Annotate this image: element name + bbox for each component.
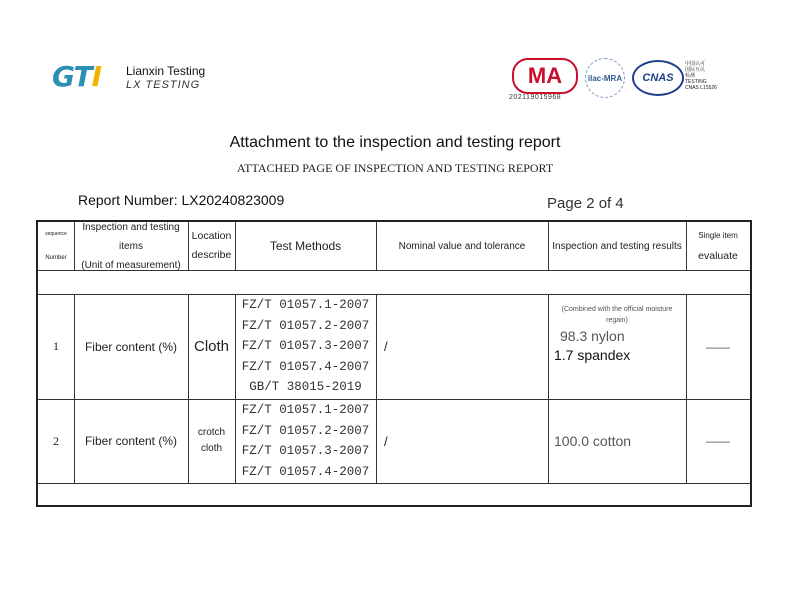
results-table [36,220,752,507]
header-nominal: Nominal value and tolerance [398,240,526,252]
page-indicator: Page 2 of 4 [547,195,624,212]
row-1-evaluate: —— [706,339,730,354]
document-subtitle: ATTACHED PAGE OF INSPECTION AND TESTING REPORT [236,161,554,175]
report-number: Report Number: LX20240823009 [78,192,285,208]
cnas-accreditation-text: 中国认可 国际互认 检测 TESTING CNAS L15526 [685,61,717,91]
method-line: FZ/T 01057.3-2007 [241,444,370,458]
row-2-methods [235,399,376,483]
document-title: Attachment to the inspection and testing report [229,134,561,151]
ilac-mra-seal: ilac-MRA [585,58,625,98]
method-line: FZ/T 01057.4-2007 [241,464,370,479]
method-line: FZ/T 01057.1-2007 [241,298,370,313]
row-2-evaluate: —— [706,434,730,448]
method-line: FZ/T 01057.2-2007 [241,423,370,438]
row-2-nominal: / [384,433,388,449]
cnas-seal: CNAS [632,60,684,96]
company-name: Lianxin Testing [126,64,206,78]
row-1-item: Fiber content (%) [84,339,178,354]
row-1-methods [235,294,376,399]
row-2-sequence: 2 [53,433,59,448]
cma-seal: MA [512,58,578,94]
header-evaluate: Single item evaluate [698,231,738,262]
method-line: FZ/T 01057.3-2007 [241,339,370,354]
company-subname: LX TESTING [126,79,201,91]
method-line: FZ/T 01057.1-2007 [241,403,370,417]
method-line: GB/T 38015-2019 [249,380,362,395]
row-2-results: 100.0 cotton [554,433,632,449]
row-1-results: (Combined with the official moisture regain) 98.3 nylon 1.7 spandex [554,306,673,363]
row-1-sequence: 1 [53,339,59,353]
cma-number: 202119015968 [509,94,562,101]
row-2-location: crotch cloth [197,427,226,454]
method-line: FZ/T 01057.2-2007 [241,318,370,333]
header-sequence: sequence Number [45,231,67,261]
header-test-methods: Test Methods [269,239,342,253]
row-1-nominal: / [384,339,388,354]
row-2-item: Fiber content (%) [84,434,178,448]
header-location: Location describe [191,230,232,261]
company-logo: GTI [52,60,102,93]
header-items: Inspection and testing items (Unit of measurement) [81,221,181,271]
row-1-location: Cloth [193,338,230,355]
method-line: FZ/T 01057.4-2007 [241,359,370,374]
header-results: Inspection and testing results [552,240,682,252]
